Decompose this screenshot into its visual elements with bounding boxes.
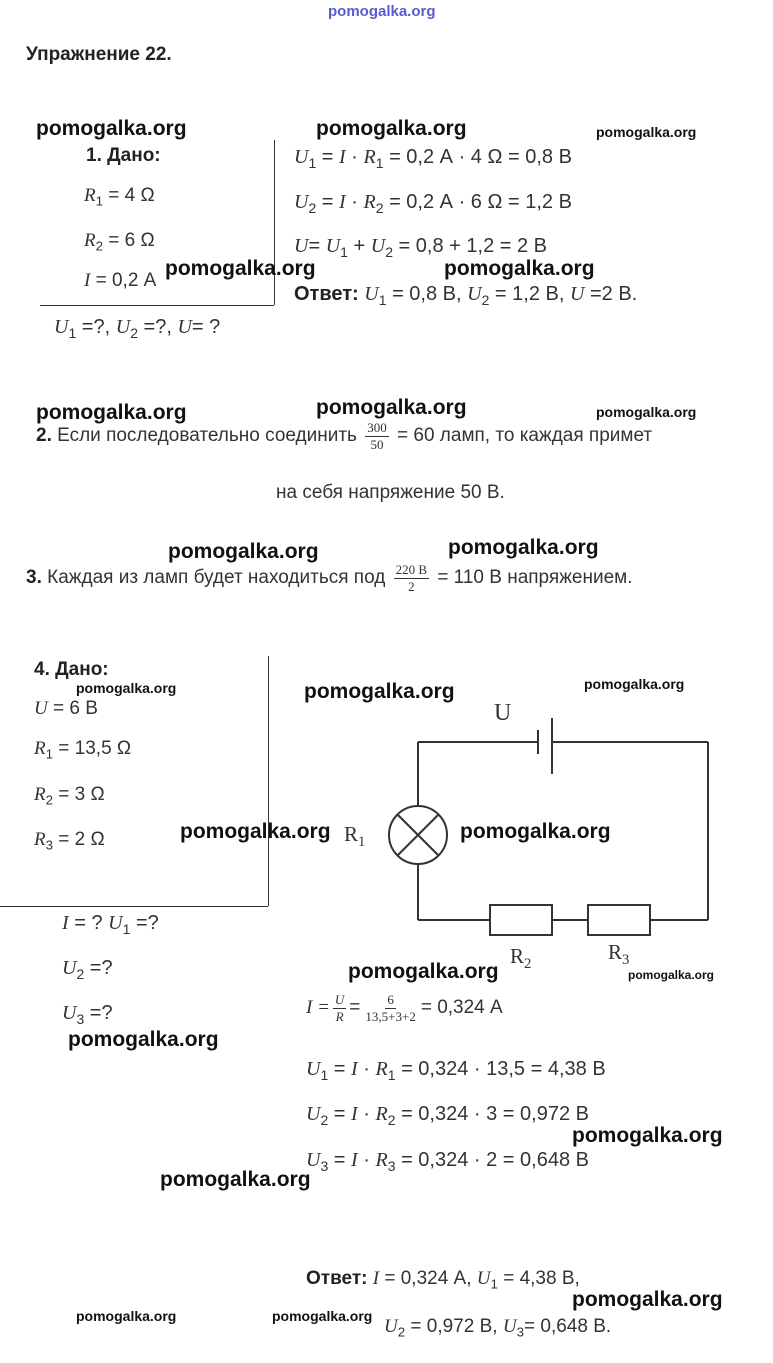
- watermark: pomogalka.org: [76, 1308, 177, 1324]
- task4-answer-line1: Ответ: I = 0,324 А, $U_1 = 4,38$ В,: [306, 1268, 580, 1292]
- task1-given-r1: $R_1 = 4$ Ω: [84, 185, 155, 209]
- task4-formula-i: I = $\frac{U}{R}$ = $\frac{6}{13,5+3+2}$ = 0,324 А: [306, 992, 503, 1024]
- resistor-r2: [490, 905, 552, 935]
- circuit-label-r1: $R_1$: [344, 822, 366, 851]
- task4-find-u2: $U_2$ =?: [62, 957, 113, 982]
- task2-line2: на себя напряжение 50 В.: [276, 482, 505, 503]
- task4-given-r2: $R_2 = 3$ Ω: [34, 784, 105, 808]
- watermark: pomogalka.org: [160, 1168, 311, 1191]
- watermark: pomogalka.org: [596, 124, 697, 140]
- watermark: pomogalka.org: [572, 1124, 723, 1147]
- task2-fraction: $\frac{300}{50}$: [367, 420, 387, 452]
- watermark: pomogalka.org: [68, 1028, 219, 1051]
- task4-solution-u3: $U_3 = I \cdot R_3 = 0,324 \cdot 2 = 0,648$ В: [306, 1149, 589, 1174]
- task4-find-u3: $U_3$ =?: [62, 1002, 113, 1027]
- watermark: pomogalka.org: [348, 960, 499, 983]
- watermark: pomogalka.org: [444, 257, 595, 280]
- task1-answer: Ответ: $U_1 = 0,8$ В, $U_2 = 1,2$ В, U =2 В.: [294, 283, 638, 308]
- given-divider-vertical: [268, 656, 269, 906]
- watermark: pomogalka.org: [76, 680, 177, 696]
- watermark: pomogalka.org: [596, 404, 697, 420]
- watermark: pomogalka.org: [180, 820, 331, 843]
- task1-given-r2: $R_2 = 6$ Ω: [84, 230, 155, 254]
- task4-given-u: U = 6 В: [34, 698, 98, 719]
- watermark: pomogalka.org: [36, 401, 187, 424]
- watermark: pomogalka.org: [572, 1288, 723, 1311]
- task4-find-i-u1: I = ? $U_1$ =?: [62, 912, 159, 937]
- task4-given-r3: $R_3 = 2$ Ω: [34, 829, 105, 853]
- given-divider-horizontal: [40, 305, 274, 306]
- watermark: pomogalka.org: [304, 680, 455, 703]
- page-title: Упражнение 22.: [26, 44, 172, 65]
- task4-solution-u2: $U_2 = I \cdot R_2 = 0,324 \cdot 3 = 0,972$ В: [306, 1103, 589, 1128]
- watermark: pomogalka.org: [36, 117, 187, 140]
- task3-fraction: $\frac{220 В}{2}$: [395, 562, 428, 594]
- task1-solution-u: $U= U_1 + U_2 = 0,8 + 1,2 = 2$ В: [294, 235, 548, 260]
- watermark: pomogalka.org: [168, 540, 319, 563]
- watermark: pomogalka.org: [316, 396, 467, 419]
- watermark: pomogalka.org: [628, 968, 715, 982]
- task4-solution-u1: $U_1 = I \cdot R_1 = 0,324 \cdot 13,5 = 4,38$ В: [306, 1058, 606, 1083]
- watermark: pomogalka.org: [460, 820, 611, 843]
- resistor-r3: [588, 905, 650, 935]
- task4-given-r1: $R_1 = 13,5$ Ω: [34, 738, 132, 762]
- watermark: pomogalka.org: [165, 257, 316, 280]
- given-divider-horizontal: [0, 906, 268, 907]
- watermark: pomogalka.org: [272, 1308, 373, 1324]
- circuit-label-u: U: [494, 700, 512, 726]
- watermark: pomogalka.org: [584, 676, 685, 692]
- task1-given-i: I = 0,2 А: [84, 270, 157, 291]
- circuit-label-r3: $R_3$: [608, 940, 630, 969]
- header-watermark: pomogalka.org: [328, 3, 436, 20]
- task1-find: $U_1$ =?, $U_2$ =?, U= ?: [54, 316, 221, 341]
- task1-solution-u2: $U_2 = I \cdot R_2 = 0,2$ А · 6 Ω = 1,2 В: [294, 191, 572, 216]
- task4-label: 4. Дано:: [34, 659, 109, 680]
- circuit-label-r2: $R_2$: [510, 944, 532, 973]
- task3-line: 3. Каждая из ламп будет находиться под $\frac{220 В}{2}$ = 110 В напряжением.: [26, 562, 633, 594]
- watermark: pomogalka.org: [316, 117, 467, 140]
- task2-line1: 2. Если последовательно соединить $\frac{300}{50}$ = 60 ламп, то каждая примет: [36, 420, 653, 452]
- task4-answer-line2: $U_2 = 0,972$ В, $U_3= 0,648$ В.: [384, 1316, 612, 1340]
- watermark: pomogalka.org: [448, 536, 599, 559]
- task1-solution-u1: $U_1 = I \cdot R_1 = 0,2$ А · 4 Ω = 0,8 В: [294, 146, 572, 171]
- task1-label: 1. Дано:: [86, 145, 161, 166]
